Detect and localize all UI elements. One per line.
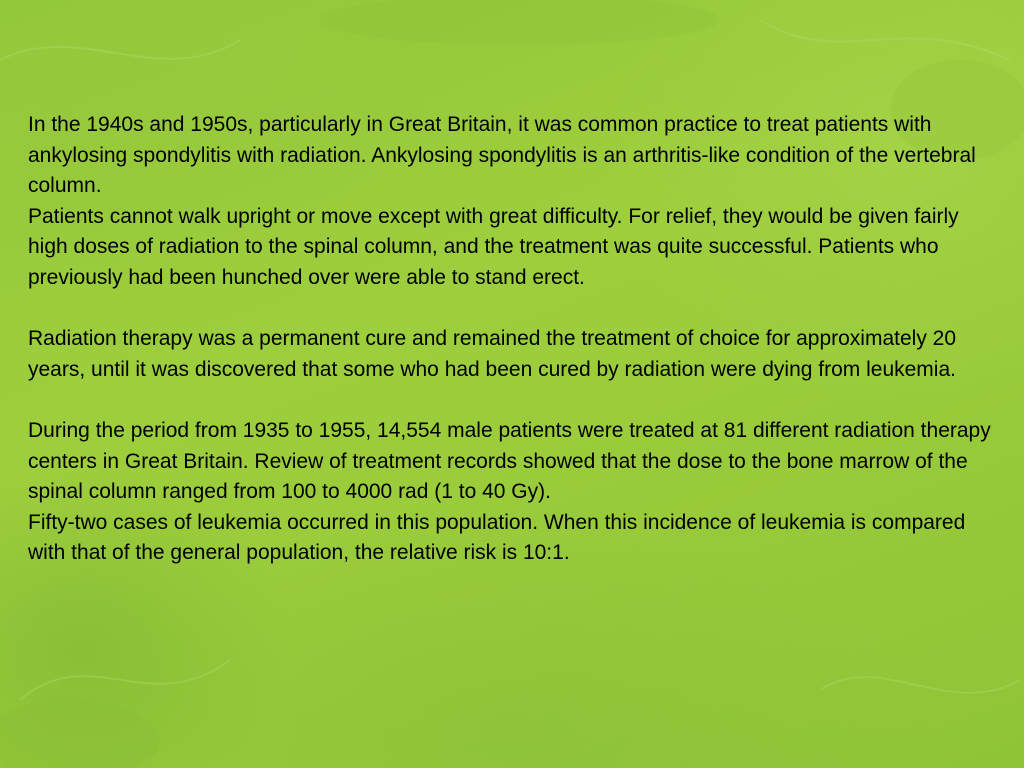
- paragraph-study-period: During the period from 1935 to 1955, 14,554 male patients were treated at 81 different radiation therapy centers in Great Britain. Review of treatment records showed that the dose to the bone marrow of the spinal column ranged from 100 to 4000 rad (1 to 40 Gy).: [28, 418, 991, 504]
- paragraph-radiation-therapy-cure: Radiation therapy was a permanent cure and remained the treatment of choice for approximately 20 years, until it was discovered that some who had been cured by radiation were dying from leukemia.: [28, 327, 957, 381]
- paragraph-spacer: [28, 385, 998, 416]
- paragraph-leukemia-relative-risk: Fifty-two cases of leukemia occurred in this population. When this incidence of leukemia is compared with that of the general population, the relative risk is 10:1.: [28, 510, 966, 565]
- paragraph-ankylosing-spondylitis-intro: In the 1940s and 1950s, particularly in Great Britain, it was common practice to treat patients with ankylosing spondylitis with radiation. Ankylosing spondylitis is an arthritis-like condition of the vertebral column.: [28, 113, 976, 198]
- paragraph-spacer: [28, 294, 998, 325]
- paragraph-patients-treatment: Patients cannot walk upright or move except with great difficulty. For relief, they would be given fairly high doses of radiation to the spinal column, and the treatment was quite successful. Patients who previously had been hunched over were able to stand erect.: [28, 204, 959, 289]
- slide-body-text: [28, 110, 998, 569]
